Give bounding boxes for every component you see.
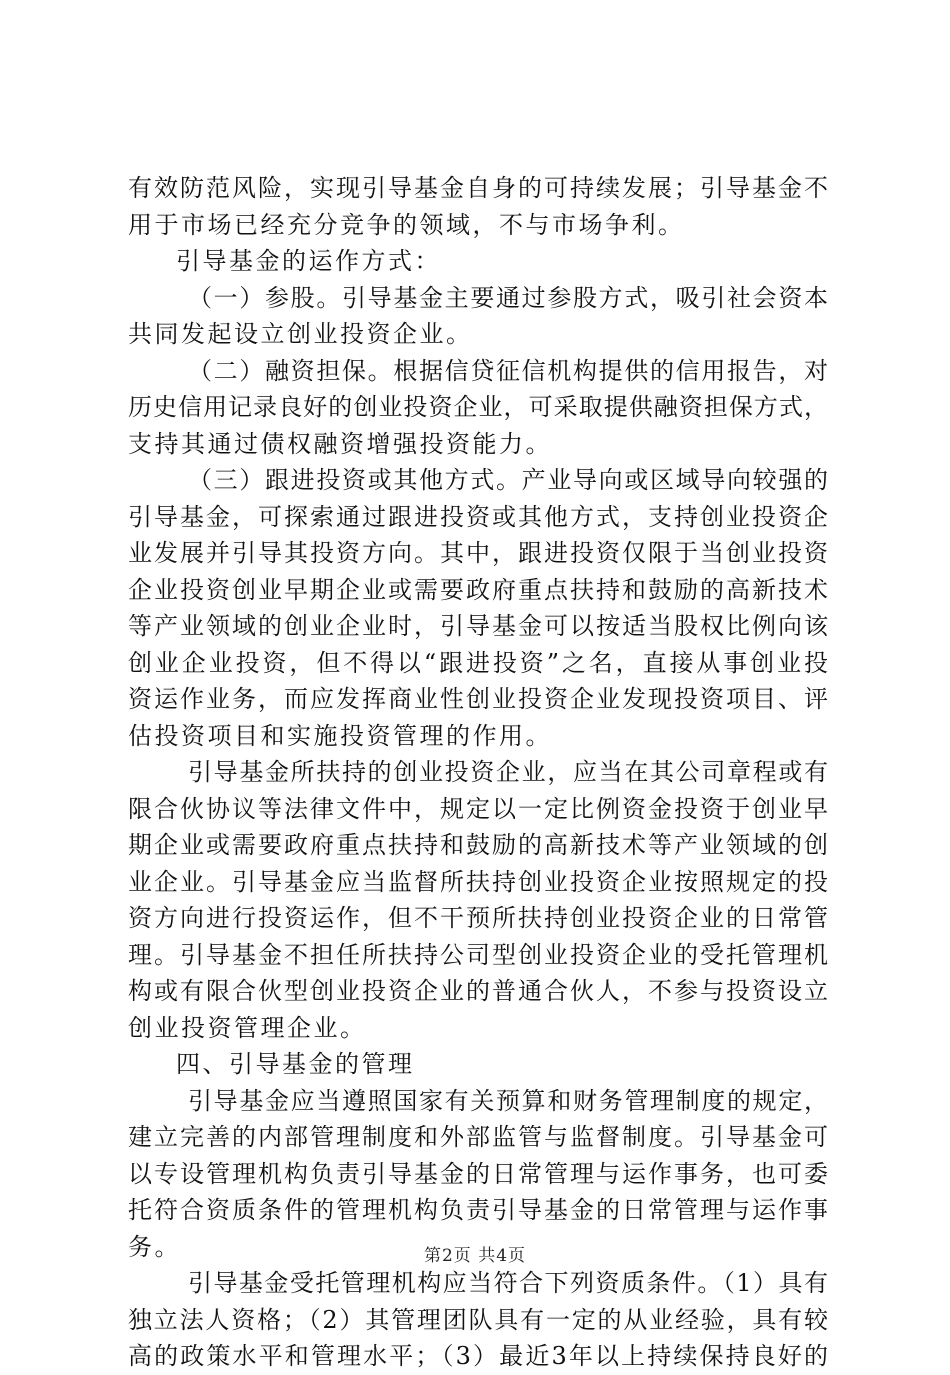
text-line: 理。引导基金不担任所扶持公司型创业投资企业的受托管理机 bbox=[128, 940, 828, 969]
text-line: 高的政策水平和管理水平；（3）最近3年以上持续保持良好的 bbox=[128, 1342, 828, 1370]
text-line: 共同发起设立创业投资企业。 bbox=[128, 320, 473, 348]
text-line: （二）融资担保。根据信贷征信机构提供的信用报告，对 bbox=[188, 356, 828, 385]
text-line: 历史信用记录良好的创业投资企业，可采取提供融资担保方式， bbox=[128, 393, 828, 421]
text-line: 有效防范风险，实现引导基金自身的可持续发展；引导基金不 bbox=[128, 174, 828, 202]
text-line: 限合伙协议等法律文件中，规定以一定比例资金投资于创业早 bbox=[128, 794, 828, 823]
text-line: 等产业领域的创业企业时，引导基金可以按适当股权比例向该 bbox=[128, 612, 828, 640]
text-line: 用于市场已经充分竞争的领域，不与市场争利。 bbox=[128, 210, 685, 239]
document-body bbox=[128, 170, 828, 1375]
text-line: 创业投资管理企业。 bbox=[128, 1013, 367, 1042]
text-line: 资方向进行投资运作，但不干预所扶持创业投资企业的日常管 bbox=[128, 904, 828, 932]
text-line: 引导基金所扶持的创业投资企业，应当在其公司章程或有 bbox=[188, 758, 828, 786]
text-line: （三）跟进投资或其他方式。产业导向或区域导向较强的 bbox=[188, 466, 828, 494]
text-line: 创业企业投资，但不得以“跟进投资”之名，直接从事创业投 bbox=[128, 648, 828, 677]
text-line: 业企业。引导基金应当监督所扶持创业投资企业按照规定的投 bbox=[128, 867, 828, 896]
text-line: 托符合资质条件的管理机构负责引导基金的日常管理与运作事 bbox=[128, 1196, 828, 1224]
text-line: 支持其通过债权融资增强投资能力。 bbox=[128, 429, 552, 458]
text-line: 企业投资创业早期企业或需要政府重点扶持和鼓励的高新技术 bbox=[128, 575, 828, 604]
text-line: 业发展并引导其投资方向。其中，跟进投资仅限于当创业投资 bbox=[128, 539, 828, 567]
text-line: 务。 bbox=[128, 1232, 181, 1261]
section-heading: 四、引导基金的管理 bbox=[176, 1050, 415, 1078]
text-line: 独立法人资格；（2）其管理团队具有一定的从业经验，具有较 bbox=[128, 1305, 828, 1334]
text-line: 引导基金，可探索通过跟进投资或其他方式，支持创业投资企 bbox=[128, 502, 828, 531]
text-line: 引导基金受托管理机构应当符合下列资质条件。（1）具有 bbox=[188, 1269, 828, 1297]
text-line: 引导基金应当遵照国家有关预算和财务管理制度的规定， bbox=[188, 1086, 828, 1115]
text-line: 引导基金的运作方式： bbox=[176, 247, 441, 275]
text-line: 以专设管理机构负责引导基金的日常管理与运作事务，也可委 bbox=[128, 1159, 828, 1188]
text-line: （一）参股。引导基金主要通过参股方式，吸引社会资本 bbox=[188, 283, 828, 312]
text-line: 期企业或需要政府重点扶持和鼓励的高新技术等产业领域的创 bbox=[128, 831, 828, 859]
text-line: 建立完善的内部管理制度和外部监管与监督制度。引导基金可 bbox=[128, 1123, 828, 1151]
page-number-footer: 第2页 共4页 bbox=[423, 1246, 527, 1266]
text-line: 构或有限合伙型创业投资企业的普通合伙人，不参与投资设立 bbox=[128, 977, 828, 1005]
text-line: 估投资项目和实施投资管理的作用。 bbox=[128, 721, 552, 750]
text-line: 资运作业务，而应发挥商业性创业投资企业发现投资项目、评 bbox=[128, 685, 828, 713]
